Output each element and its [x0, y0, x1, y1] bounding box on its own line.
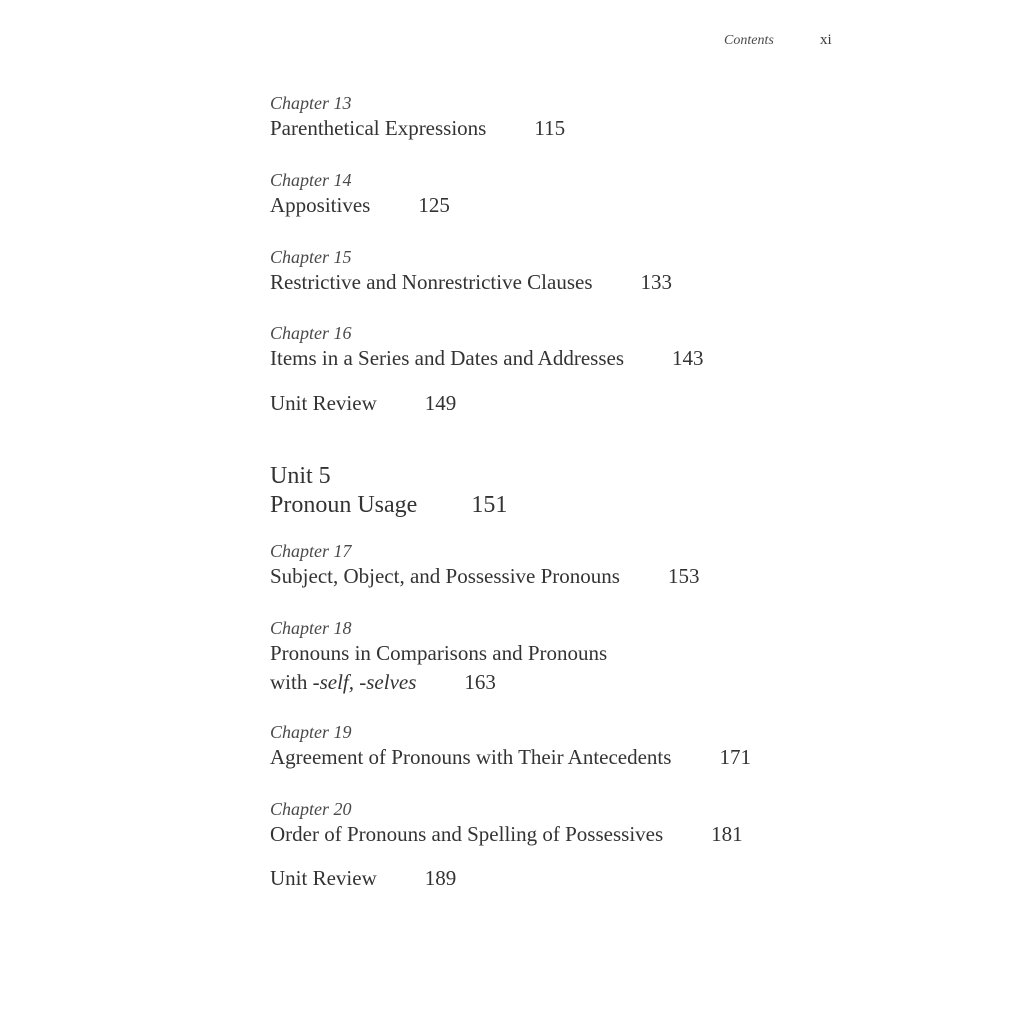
toc-entry-unit-review[interactable]: [270, 389, 456, 418]
chapter-number: Chapter 14: [270, 170, 352, 190]
unit-number: Unit 5: [270, 463, 331, 489]
chapter-number: Chapter 18: [270, 618, 352, 638]
toc-entry-unit-5[interactable]: [270, 462, 507, 520]
toc-entry-chapter-17[interactable]: [270, 540, 699, 591]
page-number: 125: [418, 193, 450, 217]
chapter-title: Restrictive and Nonrestrictive Clauses: [270, 270, 593, 294]
chapter-title: Parenthetical Expressions: [270, 116, 487, 140]
chapter-title-line: [270, 743, 751, 772]
toc-entry-chapter-13[interactable]: [270, 92, 565, 143]
chapter-title: Pronouns in Comparisons and Pronouns: [270, 641, 608, 665]
chapter-title-prefix: with: [270, 670, 313, 694]
chapter-title-line: [270, 114, 565, 143]
chapter-title-line: [270, 344, 704, 373]
toc-entry-chapter-20[interactable]: [270, 798, 743, 849]
chapter-number: Chapter 17: [270, 541, 352, 561]
page-number: 133: [640, 270, 672, 294]
page-number: 163: [464, 670, 496, 694]
unit-review-title: Unit Review: [270, 391, 377, 415]
chapter-number: Chapter 20: [270, 799, 352, 819]
running-head-label: Contents: [724, 33, 774, 48]
chapter-number: Chapter 16: [270, 323, 352, 343]
chapter-title: Appositives: [270, 193, 371, 217]
page-number: 151: [471, 492, 508, 518]
toc-entry-unit-review[interactable]: [270, 864, 456, 893]
running-head: [724, 33, 844, 53]
toc-entry-chapter-18[interactable]: [270, 617, 607, 697]
chapter-title: Order of Pronouns and Spelling of Possessives: [270, 822, 664, 846]
chapter-title-line: [270, 820, 743, 849]
page-number: 189: [424, 866, 457, 890]
unit-review-line: [270, 864, 456, 893]
chapter-title-italic: -self, -selves: [312, 670, 417, 694]
page-number: 143: [672, 346, 704, 370]
chapter-title-line: [270, 191, 450, 220]
chapter-title-line-2: [270, 668, 607, 697]
page-number: 153: [667, 564, 700, 588]
unit-review-line: [270, 389, 456, 418]
unit-title-line: [270, 491, 507, 520]
unit-title: Pronoun Usage: [270, 492, 418, 518]
chapter-number: Chapter 13: [270, 93, 352, 113]
chapter-title: Agreement of Pronouns with Their Antecedents: [270, 745, 672, 769]
page-number: 149: [424, 391, 457, 415]
chapter-title-line: [270, 562, 699, 591]
chapter-title-line-1: [270, 639, 607, 668]
chapter-number: Chapter 15: [270, 247, 352, 267]
page-number: 171: [719, 745, 751, 769]
page-number: 181: [711, 822, 743, 846]
chapter-title: Subject, Object, and Possessive Pronouns: [270, 564, 620, 588]
chapter-title: Items in a Series and Dates and Addresses: [270, 346, 624, 370]
toc-entry-chapter-14[interactable]: [270, 169, 450, 220]
unit-review-title: Unit Review: [270, 866, 377, 890]
toc-entry-chapter-15[interactable]: [270, 246, 672, 297]
chapter-number: Chapter 19: [270, 722, 352, 742]
page-number: 115: [534, 116, 566, 140]
toc-entry-chapter-19[interactable]: [270, 721, 751, 772]
chapter-title-line: [270, 268, 672, 297]
toc-entry-chapter-16[interactable]: [270, 322, 704, 373]
running-head-page-number: xi: [820, 32, 832, 48]
